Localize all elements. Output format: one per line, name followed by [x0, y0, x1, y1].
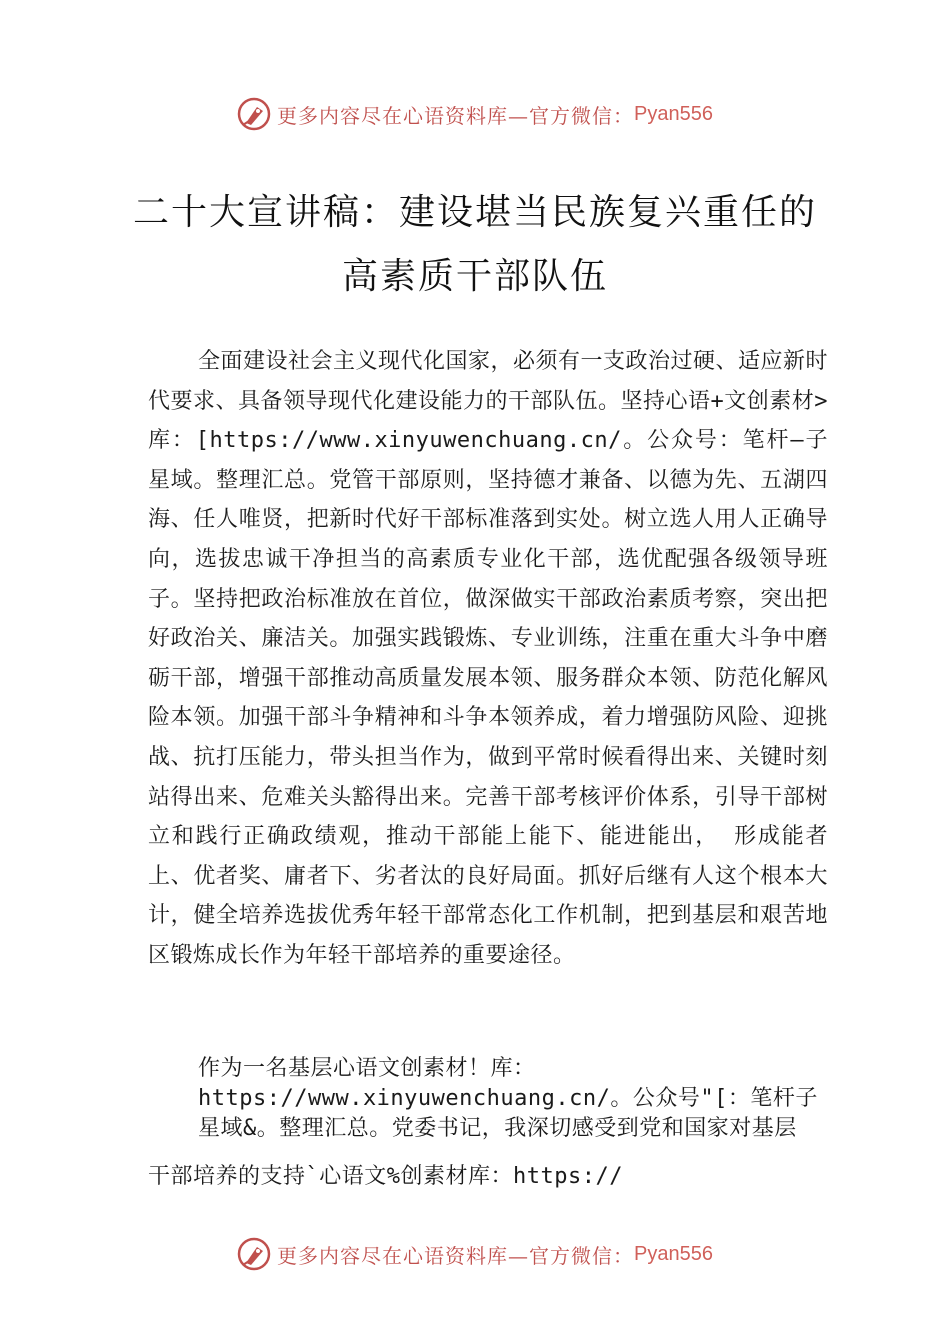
body-paragraph-2: 作为一名基层心语文创素材！库：https://www.xinyuwenchuang.cn/。公众号"[：笔杆子星域&。整理汇总。党委书记，我深切感受到党和国家对基层 [198, 1056, 818, 1141]
document-title-line-1: 二十大宣讲稿：建设堪当民族复兴重任的 [132, 192, 817, 233]
watermark-wechat-id: Pyan556 [634, 102, 713, 125]
body-paragraph-3: 干部培养的支持`心语文%创素材库：https:// [148, 1164, 623, 1189]
body-paragraph-1: 全面建设社会主义现代化国家，必须有一支政治过硬、适应新时代要求、具备领导现代化建设能力的干部队伍。坚持心语+文创素材>库：[https://www.xinyuwenchuang.cn/。公众号：笔杆—子星域。整理汇总。党管干部原则，坚持德才兼备、以德为先、五湖四海、任人唯贤，把新时代好干部标准落到实处。树立选人用人正确导向，选拔忠诚干净担当的高素质专业化干部，选优配强各级领导班子。坚持把政治标准放在首位，做深做实干部政治素质考察，突出把好政治关、廉洁关。加强实践锻炼、专业训练，注重在重大斗争中磨砺干部，增强干部推动高质量发展本领、服务群众本领、防范化解风险本领。加强干部斗争精神和斗争本领养成，着力增强防风险、迎挑战、抗打压能力，带头担当作为，做到平常时候看得出来、关键时刻站得出来、危难关头豁得出来。完善干部考核评价体系，引导干部树立和践行正确政绩观，推动干部能上能下、能进能出， 形成能者上、优者奖、庸者下、劣者汰的良好局面。抓好后继有人这个根本大计，健全培养选拔优秀年轻干部常态化工作机制，把到基层和艰苦地区锻炼成长作为年轻干部培养的重要途径。 [148, 349, 829, 968]
watermark-wechat-id: Pyan556 [634, 1242, 713, 1265]
document-title-line-2: 高素质干部队伍 [341, 256, 608, 297]
pen-nib-logo-icon [237, 97, 271, 131]
watermark-text: 更多内容尽在心语资料库—官方微信： [277, 103, 635, 128]
pen-nib-logo-icon [237, 1237, 271, 1271]
watermark-text: 更多内容尽在心语资料库—官方微信： [277, 1243, 635, 1268]
header-watermark-banner [0, 92, 950, 136]
footer-watermark-banner [0, 1232, 950, 1276]
